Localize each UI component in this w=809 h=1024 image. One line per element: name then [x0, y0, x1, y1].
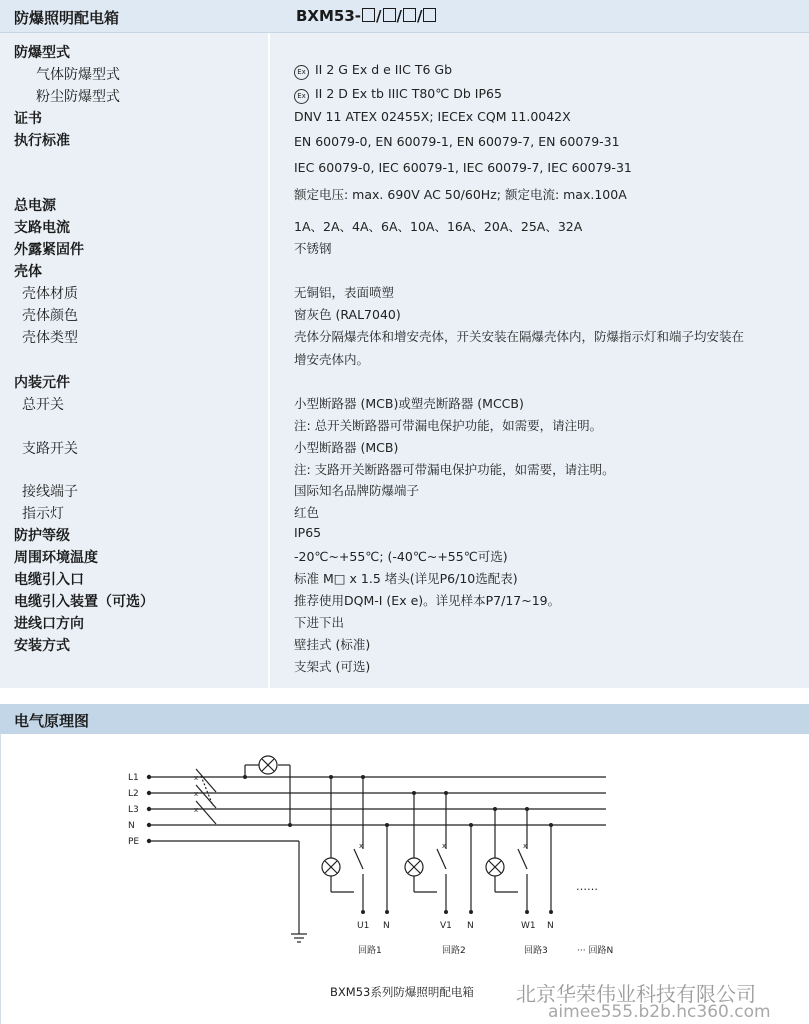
spec-value-text: 支架式 (可选)	[294, 659, 371, 674]
spec-value-text: IP65	[294, 525, 322, 540]
spec-value	[294, 217, 582, 235]
spec-value	[294, 86, 502, 104]
spec-value-text: 增安壳体内。	[294, 352, 370, 367]
spec-label: 壳体类型	[22, 330, 78, 346]
spec-value	[294, 394, 524, 412]
spec-label: 壳体颜色	[22, 308, 78, 324]
spec-value	[294, 283, 394, 301]
spec-value	[294, 416, 602, 434]
spec-value-text: 不锈钢	[294, 241, 332, 256]
spec-label: 壳体材质	[22, 286, 78, 302]
spec-label: 总电源	[14, 198, 56, 214]
schematic-title: 电气原理图	[14, 712, 90, 730]
model-prefix: BXM53-	[296, 7, 362, 25]
spec-label: 防护等级	[14, 528, 70, 544]
spec-value	[294, 613, 344, 631]
model-placeholder-box	[383, 8, 396, 22]
spec-value	[294, 525, 321, 540]
spec-value	[294, 134, 620, 149]
spec-label: 安装方式	[14, 638, 70, 654]
circuit-label: 回路1	[358, 946, 382, 956]
terminal-label: N	[467, 921, 474, 931]
circuit-label: ··· 回路N	[577, 946, 614, 956]
spec-label: 外露紧固件	[14, 242, 84, 258]
spec-label: 周围环境温度	[14, 550, 98, 566]
terminal-label: V1	[440, 921, 452, 931]
spec-value	[294, 350, 369, 368]
spec-value	[294, 239, 332, 257]
spec-value	[294, 305, 401, 323]
ex-mark-icon: Ex	[294, 89, 309, 104]
spec-value	[294, 460, 615, 478]
schematic-title-bar	[0, 704, 809, 734]
spec-value-text: DNV 11 ATEX 02455X; IECEx CQM 11.0042X	[294, 109, 571, 124]
spec-label: 粉尘防爆型式	[36, 89, 120, 105]
spec-table	[0, 33, 809, 688]
svg-text:x: x	[194, 790, 199, 798]
spec-value	[294, 481, 419, 499]
spec-value-text: II 2 D Ex tb IIIC T80℃ Db IP65	[315, 86, 502, 101]
svg-text:x: x	[194, 774, 199, 782]
spec-value-text: 标准 M□ x 1.5 堵头(详见P6/10选配表)	[294, 571, 518, 586]
terminal-label: N	[547, 921, 554, 931]
spec-value	[294, 62, 452, 80]
bus-label: PE	[128, 837, 140, 847]
table-header	[0, 0, 809, 33]
spec-value-text: II 2 G Ex d e IIC T6 Gb	[315, 62, 453, 77]
spec-label: 总开关	[22, 397, 64, 413]
spec-label: 支路开关	[22, 441, 78, 457]
spec-value	[294, 635, 370, 653]
spec-value	[294, 327, 744, 345]
spec-value-text: 国际知名品牌防爆端子	[294, 483, 420, 498]
spec-label: 进线口方向	[14, 616, 84, 632]
product-title: 防爆照明配电箱	[14, 9, 120, 27]
spec-label: 壳体	[14, 264, 42, 280]
spec-value-text: 注: 支路开关断路器可带漏电保护功能，如需要，请注明。	[294, 462, 615, 477]
spec-value	[294, 438, 398, 456]
bus-label: L2	[128, 789, 139, 799]
bus-label: N	[128, 821, 135, 831]
spec-label: 执行标准	[14, 133, 70, 149]
spec-value-text: 壁挂式 (标准)	[294, 637, 371, 652]
terminal-label: N	[383, 921, 390, 931]
spec-value-text: 小型断路器 (MCB)或塑壳断路器 (MCCB)	[294, 396, 524, 411]
bus-label: L1	[128, 773, 139, 783]
terminal-label: W1	[521, 921, 536, 931]
watermark-url: aimee555.b2b.hc360.com	[548, 1002, 771, 1022]
spec-label: 内装元件	[14, 375, 70, 391]
spec-label: 接线端子	[22, 484, 78, 500]
terminal-label: U1	[357, 921, 370, 931]
spec-value-text: 1A、2A、4A、6A、10A、16A、20A、25A、32A	[294, 219, 583, 234]
svg-text:x: x	[359, 842, 364, 850]
svg-text:x: x	[442, 842, 447, 850]
ex-mark-icon: Ex	[294, 65, 309, 80]
circuit-label: 回路2	[442, 946, 466, 956]
spec-value-text: 注: 总开关断路器可带漏电保护功能，如需要，请注明。	[294, 418, 603, 433]
spec-value	[294, 591, 560, 609]
svg-text:x: x	[194, 806, 199, 814]
spec-label: 防爆型式	[14, 45, 70, 61]
watermark-company: 北京华荣伟业科技有限公司	[516, 982, 756, 1006]
spec-value	[294, 109, 571, 124]
spec-label: 电缆引入装置（可选）	[14, 594, 154, 610]
spec-label: 支路电流	[14, 220, 70, 236]
spec-label: 电缆引入口	[14, 572, 84, 588]
spec-label: 指示灯	[22, 506, 64, 522]
spec-label: 气体防爆型式	[36, 67, 120, 83]
ellipsis-label: ……	[576, 880, 598, 893]
model-placeholder-box	[362, 8, 375, 22]
spec-label: 证书	[14, 111, 42, 127]
spec-value-text: IEC 60079-0, IEC 60079-1, IEC 60079-7, IEC 60079-31	[294, 160, 632, 175]
spec-value-text: 额定电压: max. 690V AC 50/60Hz; 额定电流: max.100A	[294, 187, 627, 202]
spec-value-text: EN 60079-0, EN 60079-1, EN 60079-7, EN 60079-31	[294, 134, 620, 149]
spec-value	[294, 657, 370, 675]
spec-value-text: 无铜铝，表面喷塑	[294, 285, 395, 300]
circuit-label: 回路3	[524, 946, 548, 956]
spec-value-text: 推荐使用DQM-I (Ex e)。详见样本P7/17~19。	[294, 593, 561, 608]
model-placeholder-box	[423, 8, 436, 22]
spec-value-text: 下进下出	[294, 615, 345, 630]
spec-value-text: 红色	[294, 505, 320, 520]
schematic-caption: BXM53系列防爆照明配电箱	[330, 985, 474, 999]
spec-value	[294, 185, 627, 203]
model-code: BXM53- / / /	[296, 7, 437, 25]
spec-value	[294, 547, 508, 565]
spec-value	[294, 503, 319, 521]
spec-value-text: 壳体分隔爆壳体和增安壳体，开关安装在隔爆壳体内，防爆指示灯和端子均安装在	[294, 329, 745, 344]
spec-value	[294, 160, 632, 175]
spec-value-text: 窗灰色 (RAL7040)	[294, 307, 401, 322]
bus-label: L3	[128, 805, 139, 815]
model-placeholder-box	[403, 8, 416, 22]
spec-value	[294, 569, 518, 587]
svg-text:x: x	[523, 842, 528, 850]
spec-value-text: 小型断路器 (MCB)	[294, 440, 399, 455]
spec-value-text: -20℃~+55℃; (-40℃~+55℃可选)	[294, 549, 508, 564]
